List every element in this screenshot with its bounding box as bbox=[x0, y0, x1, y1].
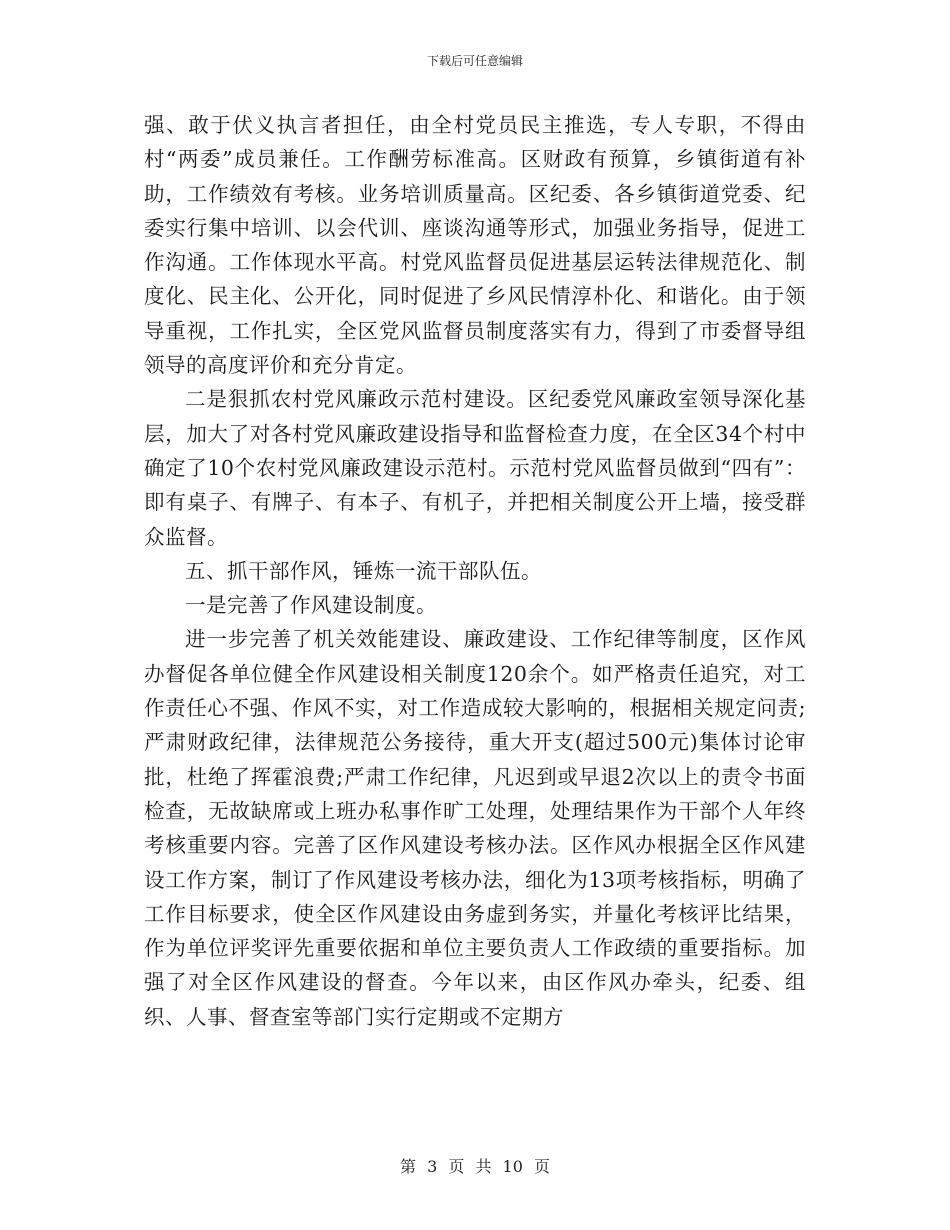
document-body bbox=[144, 108, 806, 1034]
paragraph-3: 进一步完善了机关效能建设、廉政建设、工作纪律等制度，区作风办督促各单位健全作风建设相关制度120余个。如严格责任追究，对工作责任心不强、作风不实，对工作造成较大影响的，根据相关规定问责;严肃财政纪律，法律规范公务接待，重大开支(超过500元)集体讨论审批，杜绝了挥霍浪费;严肃工作纪律，凡迟到或早退2次以上的责令书面检查，无故缺席或上班办私事作旷工处理，处理结果作为干部个人年终考核重要内容。完善了区作风建设考核办法。区作风办根据全区作风建设工作方案，制订了作风建设考核办法，细化为13项考核指标，明确了工作目标要求，使全区作风建设由务虚到务实，并量化考核评比结果，作为单位评奖评先重要依据和单位主要负责人工作政绩的重要指标。加强了对全区作风建设的督查。今年以来，由区作风办牵头，纪委、组织、人事、督查室等部门实行定期或不定期方 bbox=[144, 627, 806, 1029]
page-header: 下载后可任意编辑 bbox=[426, 54, 523, 68]
page-number-footer: 第 3 页 共 10 页 bbox=[400, 1157, 550, 1176]
section-heading: 五、抓干部作风，锤炼一流干部队伍。 bbox=[185, 558, 542, 583]
paragraph-1: 强、敢于伏义执言者担任，由全村党员民主推选，专人专职，不得由村“两委”成员兼任。工作酬劳标准高。区财政有预算，乡镇街道有补助，工作绩效有考核。业务培训质量高。区纪委、各乡镇街道党委、纪委实行集中培训、以会代训、座谈沟通等形式，加强业务指导，促进工作沟通。工作体现水平高。村党风监督员促进基层运转法律规范化、制度化、民主化、公开化，同时促进了乡风民情淳朴化、和谐化。由于领导重视，工作扎实，全区党风监督员制度落实有力，得到了市委督导组领导的高度评价和充分肯定。 bbox=[144, 113, 806, 378]
paragraph-2: 二是狠抓农村党风廉政示范村建设。区纪委党风廉政室领导深化基层，加大了对各村党风廉政建设指导和监督检查力度，在全区34个村中确定了10个农村党风廉政建设示范村。示范村党风监督员做到“四有”：即有桌子、有牌子、有本子、有机子，并把相关制度公开上墙，接受群众监督。 bbox=[144, 387, 806, 549]
subsection-heading: 一是完善了作风建设制度。 bbox=[185, 593, 437, 618]
